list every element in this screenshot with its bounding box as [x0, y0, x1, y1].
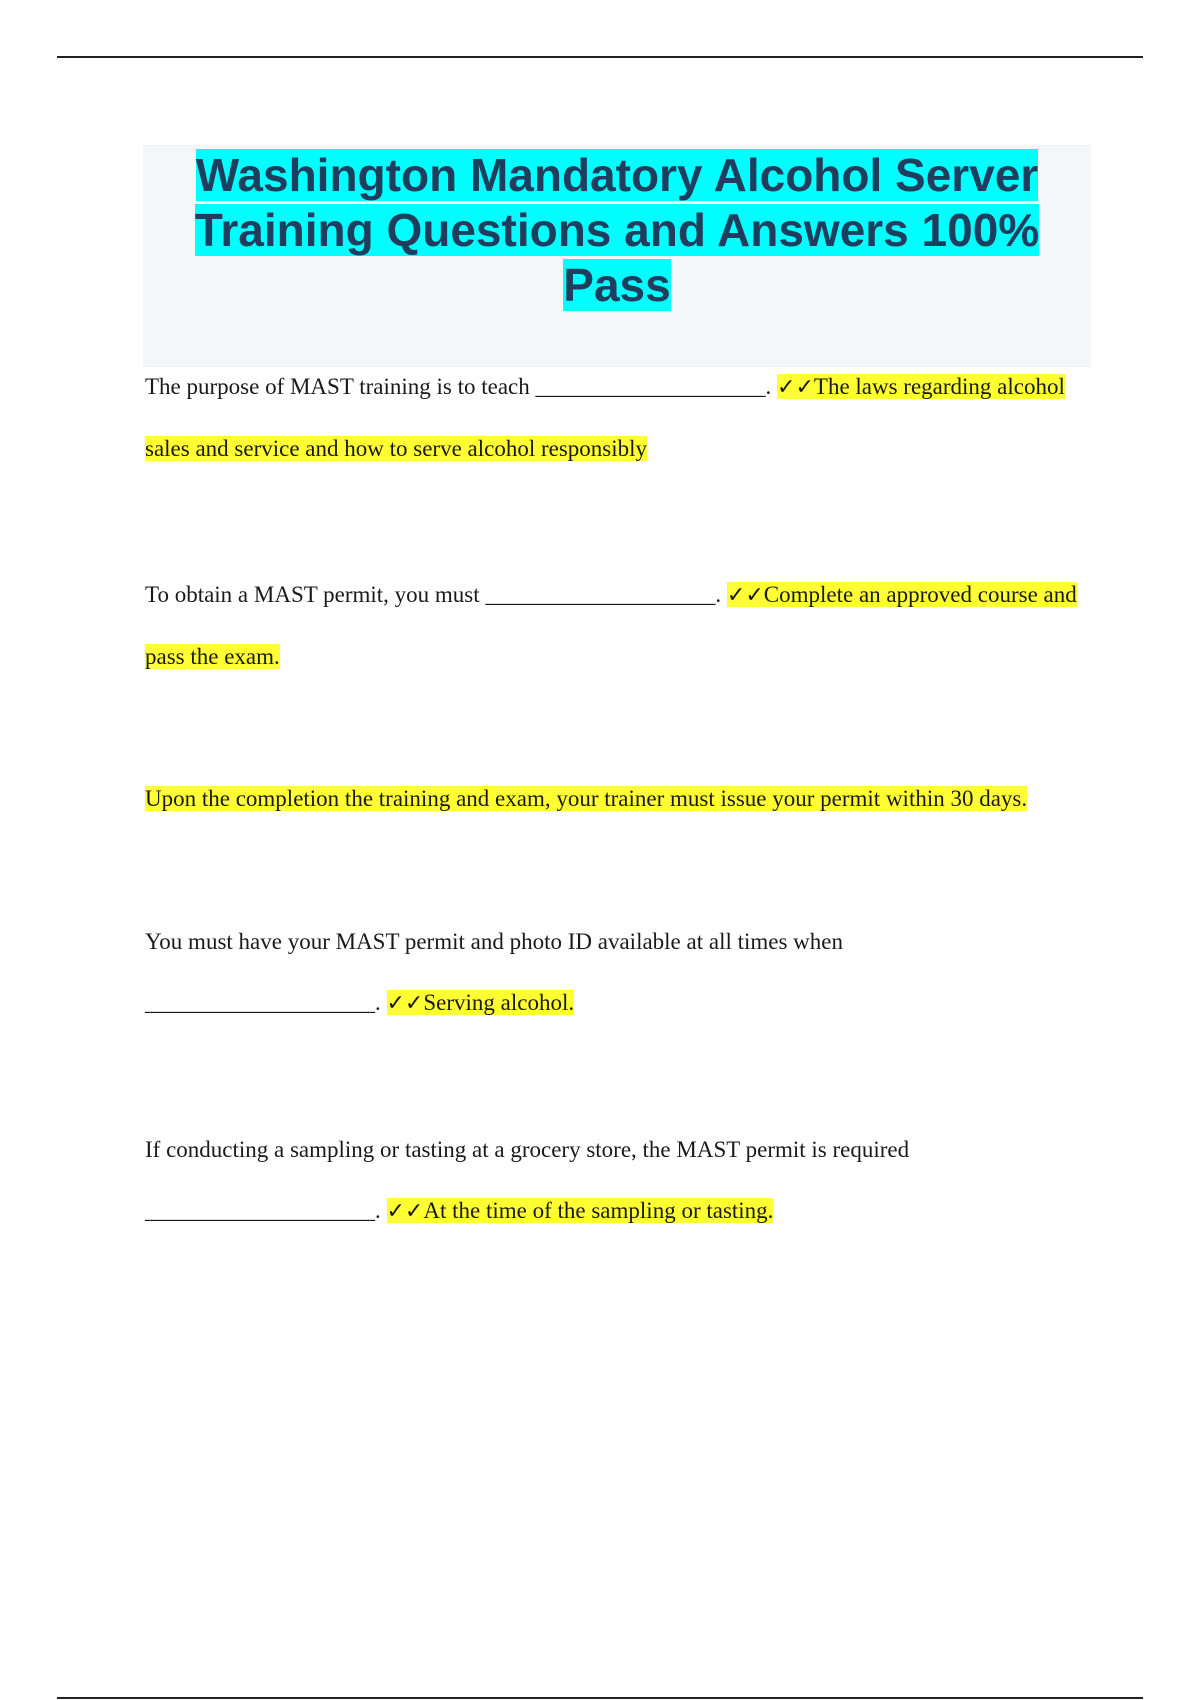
qa-item-3	[145, 768, 1085, 829]
qa-item-2	[145, 564, 1085, 687]
answer-text: Complete an approved course and pass the exam.	[145, 582, 1077, 669]
double-check-icon: ✓✓	[777, 375, 814, 400]
double-check-icon: ✓✓	[726, 583, 764, 608]
double-check-icon: ✓✓	[386, 1199, 424, 1224]
answer-text: Serving alcohol.	[423, 990, 575, 1015]
qa-item-1	[145, 356, 1085, 479]
statement-text: Upon the completion the training and exam, your trainer must issue your permit within 30 days.	[145, 786, 1028, 811]
question-text: The purpose of MAST training is to teach ____________________.	[145, 374, 772, 399]
qa-item-5	[145, 1119, 975, 1242]
answer-text: At the time of the sampling or tasting.	[423, 1198, 774, 1223]
question-text: To obtain a MAST permit, you must ____________________.	[145, 582, 722, 607]
document-title-text: Washington Mandatory Alcohol Server Training Questions and Answers 100% Pass	[194, 149, 1040, 311]
question-text: If conducting a sampling or tasting at a grocery store, the MAST permit is required ____________________.	[145, 1137, 910, 1223]
qa-item-4	[145, 911, 905, 1034]
double-check-icon: ✓✓	[386, 991, 424, 1016]
answer-highlight	[387, 1198, 774, 1223]
document-title	[163, 148, 1071, 313]
answer-text: The laws regarding alcohol sales and service and how to serve alcohol responsibly	[145, 374, 1065, 461]
footer-rule	[57, 1697, 1143, 1699]
header-rule	[57, 56, 1143, 58]
question-text: You must have your MAST permit and photo ID available at all times when ____________________.	[145, 929, 843, 1015]
answer-highlight	[387, 990, 575, 1015]
